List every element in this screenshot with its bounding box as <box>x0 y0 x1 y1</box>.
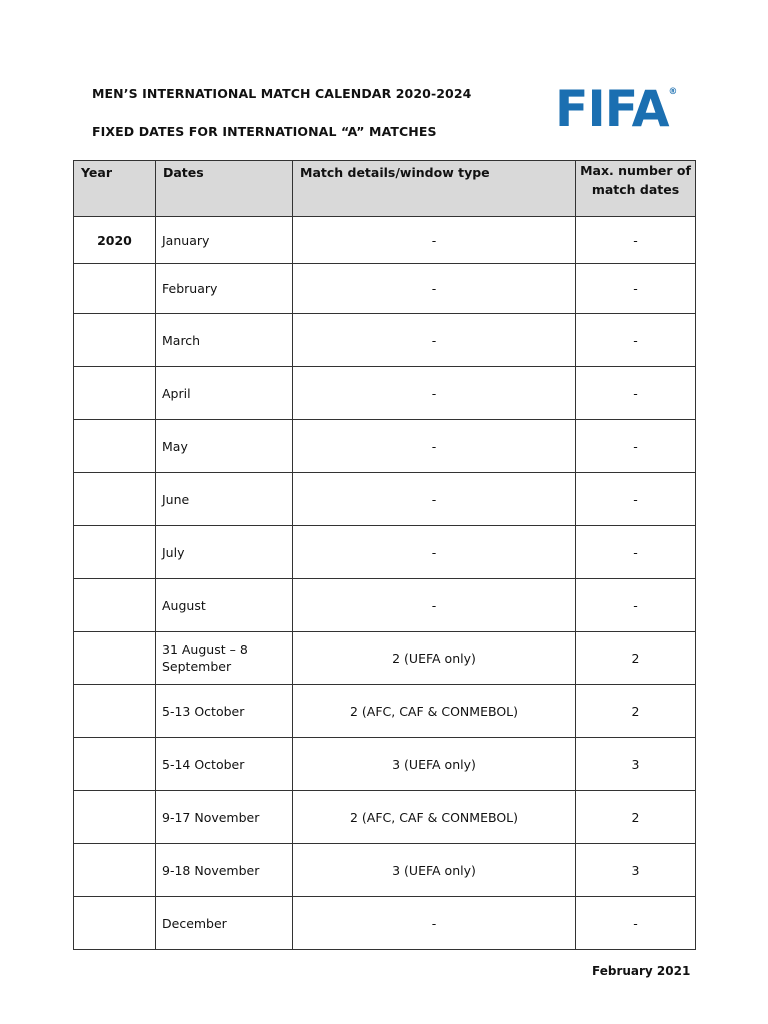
header-max-match-dates: Max. number of match dates <box>576 161 696 217</box>
match-details-cell: - <box>293 579 576 632</box>
year-cell <box>74 897 156 950</box>
fifa-logo <box>555 80 678 138</box>
dates-cell: August <box>156 579 293 632</box>
match-details-cell: - <box>293 473 576 526</box>
match-details-cell: - <box>293 367 576 420</box>
max-match-dates-cell: - <box>576 264 696 314</box>
dates-cell: December <box>156 897 293 950</box>
year-cell <box>74 844 156 897</box>
max-match-dates-cell: - <box>576 579 696 632</box>
match-details-cell: - <box>293 314 576 367</box>
dates-cell: 31 August – 8 September <box>156 632 293 685</box>
max-match-dates-cell: - <box>576 473 696 526</box>
table-row <box>74 738 696 791</box>
document-subtitle: FIXED DATES FOR INTERNATIONAL “A” MATCHES <box>92 124 437 139</box>
match-details-cell: 3 (UEFA only) <box>293 844 576 897</box>
match-details-cell: - <box>293 897 576 950</box>
table-row <box>74 217 696 264</box>
year-cell: 2020 <box>74 217 156 264</box>
header-year: Year <box>74 161 156 217</box>
max-match-dates-cell: - <box>576 217 696 264</box>
table-row <box>74 791 696 844</box>
table-row <box>74 264 696 314</box>
registered-mark: ® <box>668 87 678 97</box>
header-match-details: Match details/window type <box>293 161 576 217</box>
table-row <box>74 314 696 367</box>
fifa-logo-text: FIFA <box>555 80 669 138</box>
year-cell <box>74 526 156 579</box>
match-calendar-table <box>73 160 696 950</box>
year-cell <box>74 367 156 420</box>
max-match-dates-cell: 2 <box>576 632 696 685</box>
match-details-cell: 2 (AFC, CAF & CONMEBOL) <box>293 685 576 738</box>
year-cell <box>74 264 156 314</box>
match-details-cell: - <box>293 264 576 314</box>
table-row <box>74 579 696 632</box>
table-row <box>74 526 696 579</box>
footer-date: February 2021 <box>592 964 691 978</box>
table-row <box>74 473 696 526</box>
dates-cell: March <box>156 314 293 367</box>
table-row <box>74 632 696 685</box>
match-details-cell: - <box>293 420 576 473</box>
year-cell <box>74 685 156 738</box>
match-details-cell: 3 (UEFA only) <box>293 738 576 791</box>
dates-cell: 5-13 October <box>156 685 293 738</box>
dates-cell: April <box>156 367 293 420</box>
match-details-cell: - <box>293 217 576 264</box>
match-details-cell: 2 (AFC, CAF & CONMEBOL) <box>293 791 576 844</box>
year-cell <box>74 632 156 685</box>
dates-cell: 9-17 November <box>156 791 293 844</box>
dates-cell: May <box>156 420 293 473</box>
dates-cell: June <box>156 473 293 526</box>
max-match-dates-cell: - <box>576 526 696 579</box>
year-cell <box>74 420 156 473</box>
max-match-dates-cell: 3 <box>576 844 696 897</box>
dates-cell: July <box>156 526 293 579</box>
max-match-dates-cell: 2 <box>576 791 696 844</box>
max-match-dates-cell: 3 <box>576 738 696 791</box>
year-cell <box>74 738 156 791</box>
header-dates: Dates <box>156 161 293 217</box>
max-match-dates-cell: - <box>576 367 696 420</box>
dates-cell: January <box>156 217 293 264</box>
max-match-dates-cell: - <box>576 420 696 473</box>
year-cell <box>74 314 156 367</box>
table-row <box>74 420 696 473</box>
dates-cell: 5-14 October <box>156 738 293 791</box>
year-cell <box>74 473 156 526</box>
document-title: MEN’S INTERNATIONAL MATCH CALENDAR 2020-2024 <box>92 86 472 101</box>
table-row <box>74 367 696 420</box>
table-row <box>74 897 696 950</box>
table-row <box>74 685 696 738</box>
table-header-row <box>74 161 696 217</box>
match-details-cell: - <box>293 526 576 579</box>
year-cell <box>74 579 156 632</box>
max-match-dates-cell: 2 <box>576 685 696 738</box>
dates-cell: February <box>156 264 293 314</box>
max-match-dates-cell: - <box>576 897 696 950</box>
match-details-cell: 2 (UEFA only) <box>293 632 576 685</box>
dates-cell: 9-18 November <box>156 844 293 897</box>
year-cell <box>74 791 156 844</box>
table-row <box>74 844 696 897</box>
max-match-dates-cell: - <box>576 314 696 367</box>
